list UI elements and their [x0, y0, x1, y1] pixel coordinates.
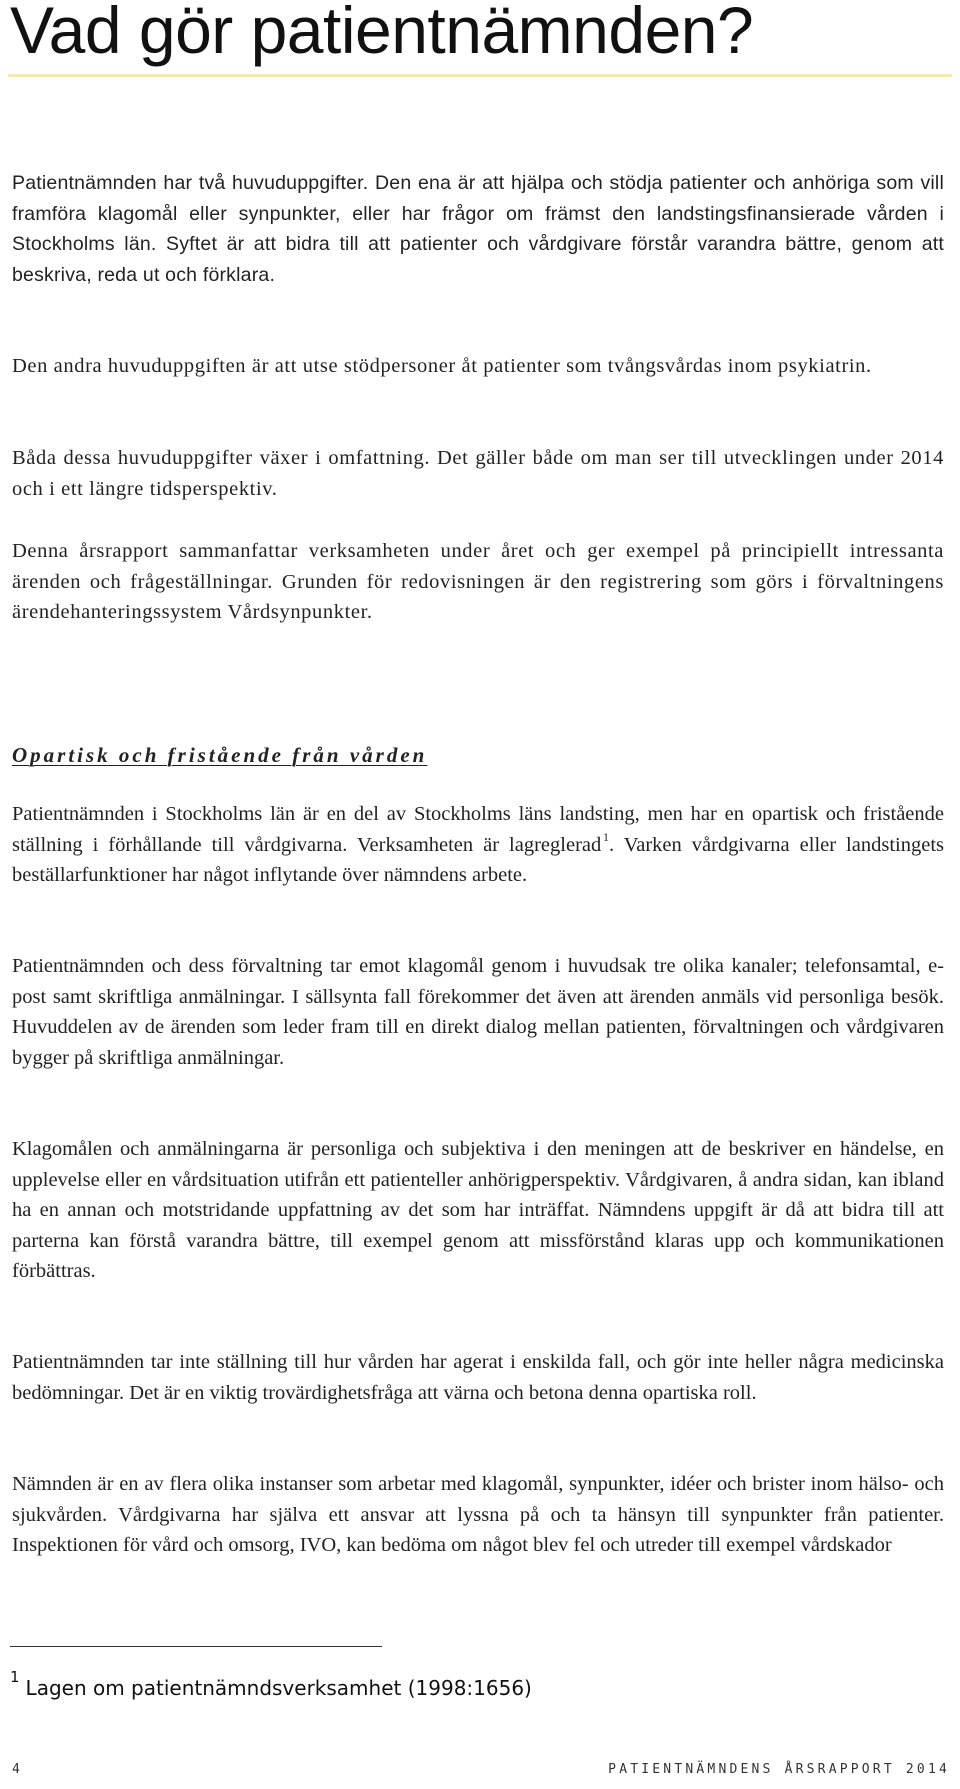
intro-paragraph-1: Patientnämnden har två huvuduppgifter. Den ena är att hjälpa och stödja patienter och anhöriga som vill framföra klagomål eller synpunkter, eller har frågor om främst den landstingsfinansierade vården i Stockholms län. Syftet är att bidra till att patienter och vårdgivare förstår varandra bättre, genom att beskriva, reda ut och förklara.: [12, 172, 944, 286]
intro-paragraph-3: Båda dessa huvuduppgifter växer i omfattning. Det gäller både om man ser till utvecklingen under 2014 och i ett längre tidsperspektiv.: [12, 447, 944, 500]
intro-paragraph-2: Den andra huvuduppgiften är att utse stödpersoner åt patienter som tvångsvårdas inom psykiatrin.: [12, 355, 872, 377]
footnote-separator: [10, 1646, 382, 1647]
section-paragraph-1: [12, 799, 944, 891]
footnote: [10, 1668, 532, 1702]
page-number: 4: [12, 1762, 20, 1777]
footnote-number: 1: [10, 1668, 20, 1687]
section-paragraph-1-end: . Varken vårdgivarna eller landstingets beställarfunktioner har något inflytande över nämndens arbete.: [12, 833, 944, 886]
page-title: Vad gör patientnämnden?: [10, 0, 754, 67]
section-paragraph-1-start: Patientnämnden i Stockholms län är en del av Stockholms läns landsting, men har en opartisk och fristående ställning i förhållande till vårdgivarna. Verksamheten är lagreglerad: [12, 803, 944, 856]
running-footer-title: PATIENTNÄMNDENS ÅRSRAPPORT 2014: [608, 1762, 950, 1777]
footnote-reference: 1: [602, 829, 609, 844]
footnote-text: Lagen om patientnämndsverksamhet (1998:1656): [25, 1676, 532, 1700]
title-underline-rule: [8, 74, 952, 77]
intro-paragraph-4: Denna årsrapport sammanfattar verksamheten under året och ger exempel på principiellt intressanta ärenden och frågeställningar. Grunden för redovisningen är den registrering som görs i förvaltningens ärendehanteringssystem Vårdsynpunkter.: [12, 540, 944, 623]
section-paragraph-5: Nämnden är en av flera olika instanser som arbetar med klagomål, synpunkter, idéer och brister inom hälso- och sjukvården. Vårdgivarna har själva ett ansvar att lyssna på och ta hänsyn till synpunkter från patienter. Inspektionen för vård och omsorg, IVO, kan bedöma om något blev fel och utreder till exempel vårdskador: [12, 1473, 944, 1556]
section-paragraph-4: Patientnämnden tar inte ställning till hur vården har agerat i enskilda fall, och gör inte heller några medicinska bedömningar. Det är en viktig trovärdighetsfråga att värna och betona denna opartiska roll.: [12, 1351, 944, 1404]
section-paragraph-2: Patientnämnden och dess förvaltning tar emot klagomål genom i huvudsak tre olika kanaler; telefonsamtal, e-post samt skriftliga anmälningar. I sällsynta fall förekommer det även att ärenden anmäls vid personliga besök. Huvuddelen av de ärenden som leder fram till en direkt dialog mellan patienten, förvaltningen och vårdgivaren bygger på skriftliga anmälningar.: [12, 955, 944, 1069]
section-paragraph-3: Klagomålen och anmälningarna är personliga och subjektiva i den meningen att de beskriver en händelse, en upplevelse eller en vårdsituation utifrån ett patienteller anhörigperspektiv. Vårdgivaren, å andra sidan, kan ibland ha en annan och motstridande uppfattning av det som har inträffat. Nämndens uppgift är då att bidra till att parterna kan förstå varandra bättre, till exempel genom att missförstånd klaras upp och kommunikationen förbättras.: [12, 1138, 944, 1282]
section-heading: Opartisk och fristående från vården: [12, 743, 428, 767]
